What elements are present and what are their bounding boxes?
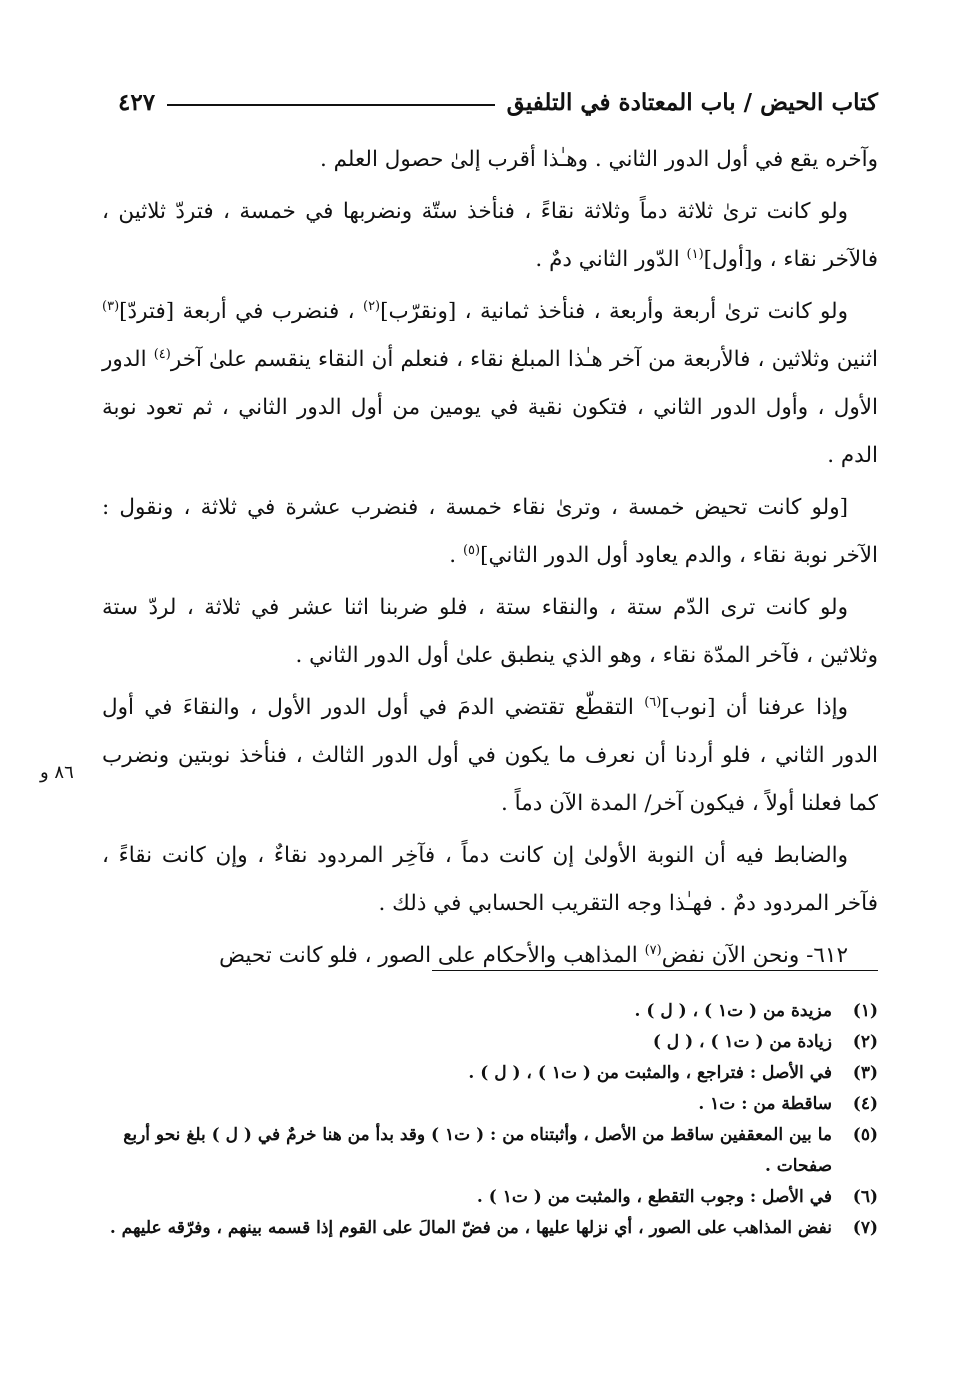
footnote-4 <box>102 1089 878 1120</box>
paragraph-text: ، فنضرب في أربعة [فتردّ] <box>119 299 363 324</box>
paragraph-text: وآخره يقع في أول الدور الثاني . وهـٰذا أقرب إلىٰ حصول العلم . <box>319 147 878 172</box>
footnote-6 <box>102 1182 878 1213</box>
footnote-marker: (١) <box>686 246 704 262</box>
paragraph-3 <box>102 288 878 480</box>
paragraph-7 <box>102 832 878 928</box>
running-header <box>118 82 878 122</box>
footnote-marker: (٦) <box>644 694 662 710</box>
paragraph-text: ولو كانت ترى الدّم ستة ، والنقاء ستة ، فلو ضربنا اثنا عشر في ثلاثة ، لردّ ستة وثلاثين ، فآخر المدّة نقاء ، وهو الذي ينطبق علىٰ أول الدور الثاني . <box>102 595 878 668</box>
paragraph-text: ولو كانت ترىٰ ثلاثة دماً وثلاثة نقاءً ، فنأخذ ستّة ونضربها في خمسة ، فتردّ ثلاثين ، فالآخر نقاء ، و[أول] <box>102 199 878 272</box>
header-rule <box>167 104 495 106</box>
footnote-number: (٧) <box>852 1218 878 1238</box>
paragraph-text: اثنين وثلاثين ، فالأربعة من آخر هـٰذا المبلغ نقاء ، فنعلم أن النقاء ينقسم علىٰ آخر <box>170 347 878 372</box>
paragraph-2 <box>102 188 878 284</box>
paragraph-4 <box>102 484 878 580</box>
footnote-number: (٦) <box>852 1187 878 1207</box>
footnote-marker: (٣) <box>102 298 120 314</box>
header-title: كتاب الحيض / باب المعتادة في التلفيق <box>506 88 878 116</box>
paragraph-text: والضابط فيه أن النوبة الأولىٰ إن كانت دماً ، فآخِر المردود نقاءٌ ، وإن كانت نقاءً ، فآخر المردود دمٌ . فهـٰذا وجه التقريب الحسابي في ذلك . <box>102 843 878 916</box>
footnote-marker: (٤) <box>153 346 171 362</box>
paragraph-text: وإذا عرفنا أن [نوب] <box>661 695 848 720</box>
paragraph-text: ٦١٢- ونحن الآن نفض <box>661 943 848 968</box>
footnote-1 <box>102 996 878 1027</box>
paragraph-8 <box>102 932 878 980</box>
footnote-text: ما بين المعقفين ساقط من الأصل ، وأثبتناه من : ( ت١ ) وقد بدأ من هنا خرمٌ في ( ل ) بلغ نحو أربع صفحات . <box>123 1125 832 1176</box>
footnote-marker: (٥) <box>462 542 481 558</box>
margin-folio-note: ٨٦ و <box>40 762 74 783</box>
paragraph-text: التقطّع تقتضي الدمَ في أول الدور الأول ، والنقاءَ في أول الدور الثاني ، فلو أردنا أن نعرف ما يكون في أول الدور الثالث ، فنأخذ نوبتين ونضرب كما فعلنا أولاً ، فيكون آخر/ المدة الآن دماً . <box>102 695 878 816</box>
footnote-text: ساقطة من : ت١ . <box>698 1094 832 1114</box>
footnote-marker: (٢) <box>362 298 381 314</box>
paragraph-text: الدّور الثاني دمٌ . <box>535 247 687 272</box>
footnote-marker: (٧) <box>644 942 662 958</box>
paragraph-text: . <box>449 543 463 568</box>
footnote-number: (٥) <box>852 1125 878 1145</box>
footnote-number: (٢) <box>852 1032 878 1052</box>
paragraph-6 <box>102 684 878 828</box>
footnotes <box>102 996 878 1244</box>
paragraph-text: المذاهب والأحكام على الصور ، فلو كانت تحيض <box>219 943 645 968</box>
paragraph-text: [ولو كانت تحيض خمسة ، وترىٰ نقاء خمسة ، فنضرب عشرة في ثلاثة ، ونقول : الآخر نوبة نقاء ، والدم يعاود أول الدور الثاني] <box>102 495 878 568</box>
footnote-separator <box>432 970 878 971</box>
footnote-2 <box>102 1027 878 1058</box>
footnote-number: (٤) <box>852 1094 878 1114</box>
paragraph-1 <box>102 136 878 184</box>
footnote-3 <box>102 1058 878 1089</box>
footnote-number: (٣) <box>852 1063 878 1083</box>
page-number: ٤٢٧ <box>118 88 156 116</box>
paragraph-text: ولو كانت ترىٰ أربعة وأربعة ، فنأخذ ثمانية ، [ونقرّب] <box>380 299 848 324</box>
footnote-5 <box>102 1120 878 1182</box>
paragraph-text: الدور الأول ، وأول الدور الثاني ، فتكون نقية في يومين من أول الدور الثاني ، ثم تعود نوبة الدم . <box>102 347 878 468</box>
footnote-text: في الأصل : وجوب التقطع ، والمثبت من ( ت١ ) . <box>476 1187 832 1207</box>
footnote-7 <box>102 1213 878 1244</box>
paragraph-5 <box>102 584 878 680</box>
main-text <box>102 136 878 984</box>
footnote-text: في الأصل : فتراجع ، والمثبت من ( ت١ ) ، ( ل ) . <box>468 1063 832 1083</box>
footnote-number: (١) <box>852 1001 878 1021</box>
footnote-text: مزيدة من ( ت١ ) ، ( ل ) . <box>634 1001 832 1021</box>
footnote-text: نفض المذاهب على الصور ، أي نزلها عليها ، من فضّ المالَ على القوم إذا قسمه بينهم ، وفرّقه عليهم . <box>109 1218 832 1238</box>
footnote-text: زيادة من ( ت١ ) ، ( ل ) <box>652 1032 832 1052</box>
